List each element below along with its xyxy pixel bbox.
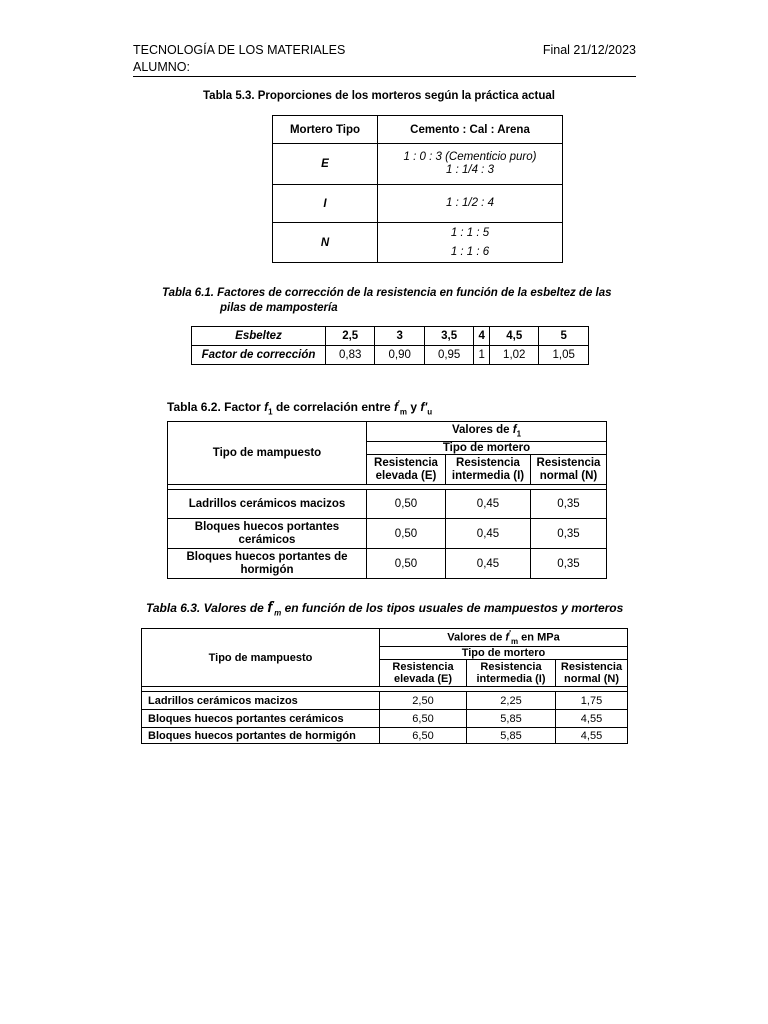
slenderness-value: 3 xyxy=(375,327,424,346)
value-cell: 4,55 xyxy=(556,728,628,744)
table-5-3-header-proportions: Cemento : Cal : Arena xyxy=(378,116,563,144)
header-line: normal (N) xyxy=(564,673,619,685)
header-symbol: f xyxy=(505,631,510,644)
table-6-3-caption xyxy=(146,597,623,620)
caption-prime: ' xyxy=(272,600,275,609)
caption-prime: ' xyxy=(398,399,400,408)
value-cell: 5,85 xyxy=(467,728,556,744)
table-row xyxy=(273,185,563,223)
header-normal-resistance xyxy=(556,660,628,687)
slenderness-value: 4 xyxy=(474,327,490,346)
header-text: Valores de xyxy=(451,424,510,437)
value-cell: 0,45 xyxy=(446,490,531,519)
table-6-2-header-type: Tipo de mampuesto xyxy=(168,422,367,485)
caption-text: de correlación entre xyxy=(275,400,391,414)
header-line: elevada (E) xyxy=(375,469,437,482)
table-5-3 xyxy=(272,115,563,263)
caption-subscript: m xyxy=(399,407,408,417)
masonry-type-cell: Ladrillos cerámicos macizos xyxy=(142,692,380,710)
caption-line: pilas de mampostería xyxy=(220,302,338,314)
row-label-line: cerámicos xyxy=(238,533,296,546)
value-cell: 0,35 xyxy=(531,519,607,549)
value-cell: 0,45 xyxy=(446,549,531,579)
header-subscript: 1 xyxy=(516,429,522,439)
table-row xyxy=(192,327,589,346)
correction-factor-value: 0,90 xyxy=(375,346,424,365)
correction-factor-value: 0,83 xyxy=(326,346,375,365)
caption-symbol: f' xyxy=(420,400,428,414)
header-high-resistance xyxy=(367,455,446,485)
header-prime: ' xyxy=(509,629,511,639)
proportion-cell xyxy=(378,223,563,263)
caption-symbol: f xyxy=(267,599,273,616)
value-cell: 0,35 xyxy=(531,490,607,519)
table-6-3-header-type: Tipo de mampuesto xyxy=(142,629,380,687)
slenderness-value: 3,5 xyxy=(424,327,473,346)
row-label-line: hormigón xyxy=(240,563,294,576)
masonry-type-cell: Bloques huecos portantes de hormigón xyxy=(142,728,380,744)
correction-factor-value: 1 xyxy=(474,346,490,365)
header-line: Resistencia xyxy=(536,456,601,469)
caption-text: y xyxy=(410,400,418,414)
header-text: Valores de xyxy=(447,631,503,644)
caption-line: Tabla 6.1. Factores de corrección de la resistencia en función de la esbeltez de las xyxy=(162,287,612,299)
header-line: Resistencia xyxy=(456,456,520,469)
caption-subscript: u xyxy=(427,407,433,417)
value-cell: 5,85 xyxy=(467,710,556,728)
table-6-2 xyxy=(167,421,607,579)
header-normal-resistance xyxy=(531,455,607,485)
caption-subscript: m xyxy=(274,608,282,618)
mortar-type-cell: I xyxy=(273,185,378,223)
header-text: en MPa xyxy=(521,631,560,644)
proportion-cell: 1 : 1/2 : 4 xyxy=(378,185,563,223)
row-label-line: Bloques huecos portantes de xyxy=(186,550,348,563)
caption-text: Tabla 6.2. Factor xyxy=(167,400,261,414)
header-line: Resistencia xyxy=(480,661,542,673)
table-6-1-caption xyxy=(162,286,612,316)
table-row xyxy=(273,144,563,185)
table-6-3-header-mortar: Tipo de mortero xyxy=(380,647,628,660)
header-line: Resistencia xyxy=(392,661,454,673)
proportion-line: 1 : 1 : 6 xyxy=(450,245,490,258)
proportion-line: 1 : 1 : 5 xyxy=(450,226,490,239)
header-line: intermedia (I) xyxy=(476,673,546,685)
caption-text: Tabla 6.3. Valores de xyxy=(146,601,264,615)
value-cell: 6,50 xyxy=(380,710,467,728)
table-row xyxy=(142,692,628,710)
header-line: elevada (E) xyxy=(393,673,453,685)
slenderness-label: Esbeltez xyxy=(192,327,326,346)
student-label: ALUMNO: xyxy=(133,60,190,74)
header-line: Resistencia xyxy=(560,661,623,673)
value-cell: 4,55 xyxy=(556,710,628,728)
value-cell: 1,75 xyxy=(556,692,628,710)
masonry-type-cell: Ladrillos cerámicos macizos xyxy=(168,490,367,519)
value-cell: 6,50 xyxy=(380,728,467,744)
table-5-3-caption: Tabla 5.3. Proporciones de los morteros según la práctica actual xyxy=(203,90,555,102)
proportion-line: 1 : 1/4 : 3 xyxy=(446,164,494,176)
value-cell: 0,50 xyxy=(367,519,446,549)
value-cell: 0,50 xyxy=(367,549,446,579)
header-intermediate-resistance xyxy=(446,455,531,485)
header-high-resistance xyxy=(380,660,467,687)
table-6-2-header-values xyxy=(367,422,607,442)
header-subscript: m xyxy=(510,636,519,646)
table-row xyxy=(168,519,607,549)
table-row xyxy=(142,728,628,744)
value-cell: 2,25 xyxy=(467,692,556,710)
row-label-line: Bloques huecos portantes xyxy=(194,520,340,533)
table-row xyxy=(192,346,589,365)
table-6-2-caption xyxy=(167,396,432,419)
table-6-2-header-mortar: Tipo de mortero xyxy=(367,442,607,455)
caption-symbol: f xyxy=(394,400,399,414)
page-header xyxy=(133,42,636,76)
table-6-1 xyxy=(191,326,589,365)
proportion-cell xyxy=(378,144,563,185)
value-cell: 2,50 xyxy=(380,692,467,710)
header-divider xyxy=(133,76,636,77)
slenderness-value: 2,5 xyxy=(326,327,375,346)
correction-factor-label: Factor de corrección xyxy=(192,346,326,365)
mortar-type-cell: N xyxy=(273,223,378,263)
value-cell: 0,35 xyxy=(531,549,607,579)
header-line: intermedia (I) xyxy=(451,469,525,482)
table-row xyxy=(168,490,607,519)
masonry-type-cell xyxy=(168,519,367,549)
correction-factor-value: 0,95 xyxy=(424,346,473,365)
course-title: TECNOLOGÍA DE LOS MATERIALES xyxy=(133,43,346,57)
value-cell: 0,45 xyxy=(446,519,531,549)
masonry-type-cell xyxy=(168,549,367,579)
header-line: normal (N) xyxy=(539,469,598,482)
slenderness-value: 4,5 xyxy=(490,327,539,346)
exam-date: Final 21/12/2023 xyxy=(542,43,636,57)
header-line: Resistencia xyxy=(374,456,438,469)
masonry-type-cell: Bloques huecos portantes cerámicos xyxy=(142,710,380,728)
value-cell: 0,50 xyxy=(367,490,446,519)
caption-subscript: 1 xyxy=(268,407,273,417)
table-5-3-header-type: Mortero Tipo xyxy=(273,116,378,144)
slenderness-value: 5 xyxy=(539,327,589,346)
table-row xyxy=(273,223,563,263)
mortar-type-cell: E xyxy=(273,144,378,185)
table-6-3 xyxy=(141,628,628,744)
caption-symbol: f xyxy=(264,400,269,414)
correction-factor-value: 1,02 xyxy=(490,346,539,365)
proportion-line: 1 : 0 : 3 (Cementicio puro) xyxy=(403,151,537,163)
table-row xyxy=(142,710,628,728)
header-symbol: f xyxy=(512,424,517,437)
header-intermediate-resistance xyxy=(467,660,556,687)
caption-text: en función de los tipos usuales de mampuestos y morteros xyxy=(284,601,624,615)
table-row xyxy=(168,549,607,579)
correction-factor-value: 1,05 xyxy=(539,346,589,365)
table-6-3-header-values xyxy=(380,629,628,647)
